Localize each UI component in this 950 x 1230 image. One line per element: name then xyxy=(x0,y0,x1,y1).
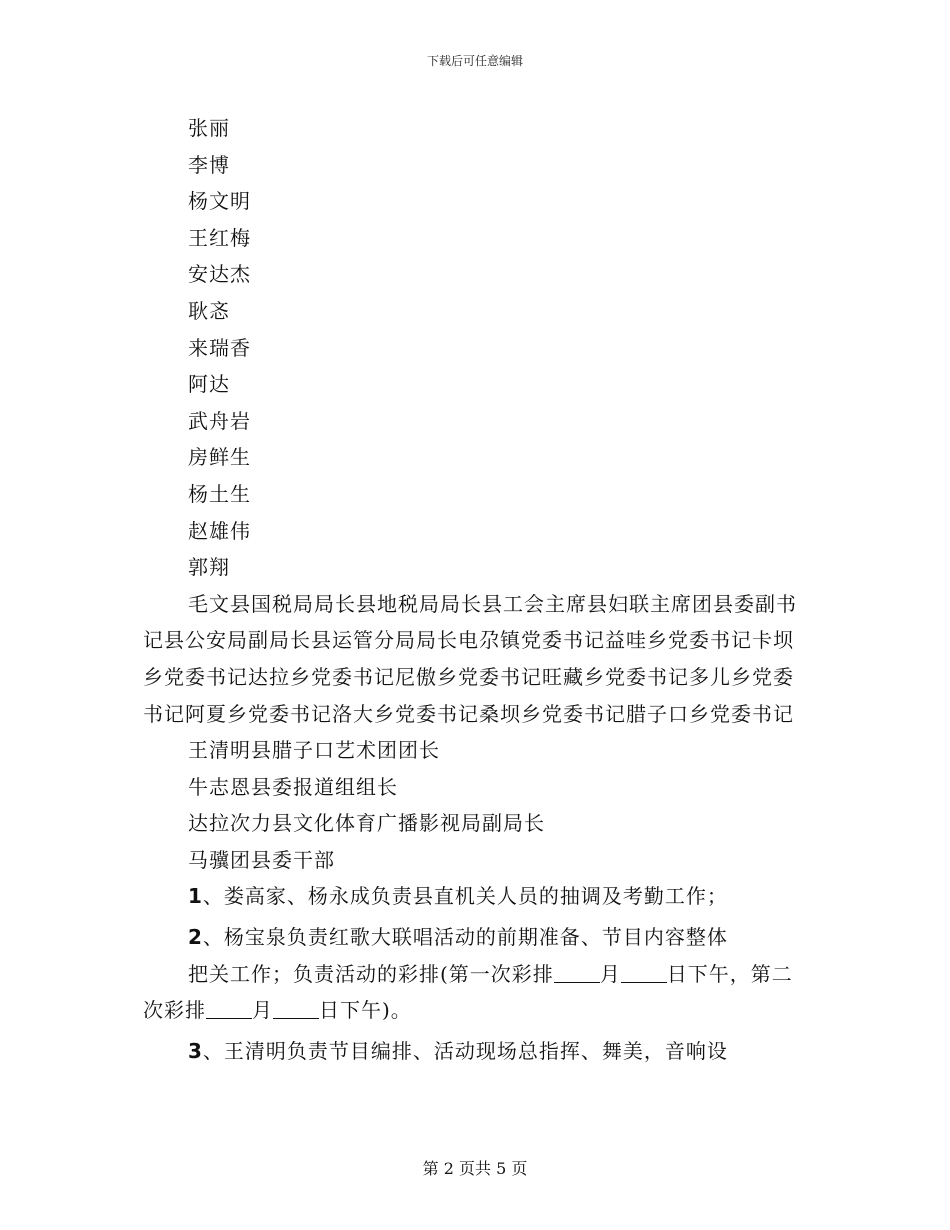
header-note: 下载后可任意编辑 xyxy=(426,54,523,68)
name-item: 武舟岩 xyxy=(188,408,251,433)
task-item-3 xyxy=(143,1033,813,1070)
name-item: 郭翔 xyxy=(188,555,230,580)
name-item: 来瑞香 xyxy=(188,335,251,360)
task-item-1 xyxy=(143,878,813,915)
name-item: 李博 xyxy=(188,152,230,177)
name-item: 阿达 xyxy=(188,372,230,397)
staff-item: 达拉次力县文化体育广播影视局副局长 xyxy=(188,811,545,836)
task-text: 月 xyxy=(252,998,273,1023)
task-text: 日下午，第二 xyxy=(666,961,793,986)
fill-blank xyxy=(554,964,600,983)
fill-blank xyxy=(273,1000,319,1019)
name-item: 杨文明 xyxy=(188,189,251,214)
name-item: 耿忞 xyxy=(188,298,230,323)
task-text: 次彩排 xyxy=(143,998,206,1023)
fill-blank xyxy=(206,1000,252,1019)
task-number: 2 xyxy=(188,925,203,950)
page-footer: 第 2 页共 5 页 xyxy=(422,1159,528,1178)
task-item-2 xyxy=(143,919,813,956)
task-text: 把关工作；负责活动的彩排(第一次彩排 xyxy=(188,961,554,986)
staff-item: 马骥团县委干部 xyxy=(188,847,335,872)
task-text: 、王清明负责节目编排、活动现场总指挥、舞美，音响设 xyxy=(202,1038,728,1063)
task-text: 日下午)。 xyxy=(319,998,412,1023)
task-number: 1 xyxy=(188,884,203,909)
staff-item: 王清明县腊子口艺术团团长 xyxy=(188,738,440,763)
fill-blank xyxy=(621,964,667,983)
document-body xyxy=(143,110,813,1069)
task-text: 、娄高家、杨永成负责县直机关人员的抽调及考勤工作； xyxy=(202,884,728,909)
name-item: 安达杰 xyxy=(188,262,251,287)
names-list xyxy=(143,110,813,586)
task-item-2-continuation xyxy=(143,956,813,993)
task-number: 3 xyxy=(188,1038,203,1063)
name-item: 王红梅 xyxy=(188,225,251,250)
task-item-2-continuation-2 xyxy=(143,992,813,1029)
staff-list xyxy=(143,732,813,878)
staff-item: 牛志恩县委报道组组长 xyxy=(188,774,398,799)
name-item: 房鲜生 xyxy=(188,445,251,470)
task-text: 月 xyxy=(599,961,621,986)
task-text: 、杨宝泉负责红歌大联唱活动的前期准备、节目内容整体 xyxy=(202,925,728,950)
name-item: 赵雄伟 xyxy=(188,518,251,543)
name-item: 张丽 xyxy=(188,116,230,140)
name-item: 杨土生 xyxy=(188,481,251,506)
titles-paragraph: 毛文县国税局局长县地税局局长县工会主席县妇联主席团县委副书记县公安局副局长县运管分局局长电尕镇党委书记益哇乡党委书记卡坝乡党委书记达拉乡党委书记尼傲乡党委书记旺藏乡党委书记多儿乡党委书记阿夏乡党委书记洛大乡党委书记桑坝乡党委书记腊子口乡党委书记 xyxy=(143,591,797,726)
